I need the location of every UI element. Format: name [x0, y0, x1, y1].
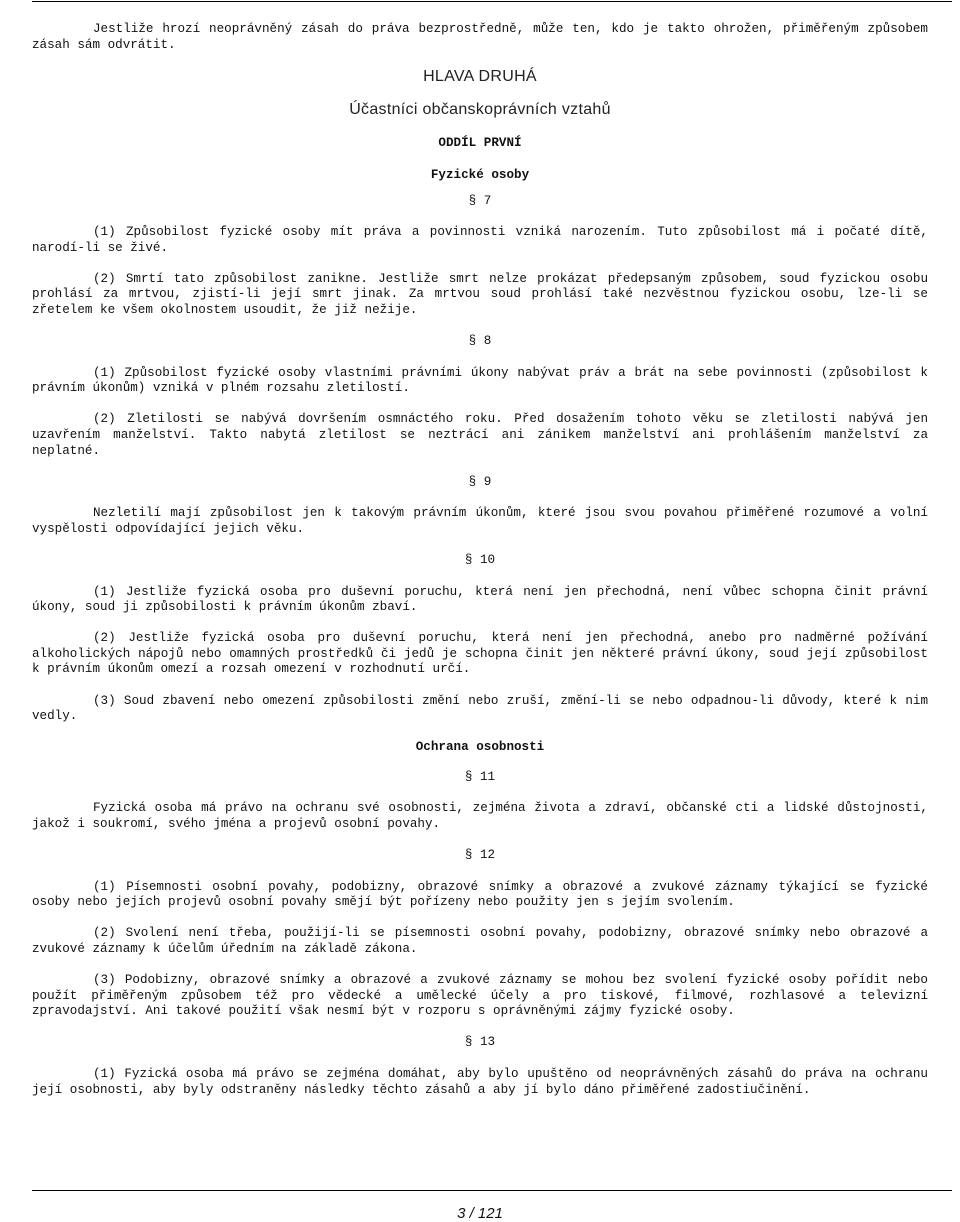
s8-paragraph-1: (1) Způsobilost fyzické osoby vlastními právními úkony nabývat práv a brát na sebe povinnosti (způsobilost k právním úkonům) vzniká v plném rozsahu zletilostí.	[32, 365, 928, 396]
s9-paragraph-1: Nezletilí mají způsobilost jen k takovým právním úkonům, které jsou svou povahou přiměřené rozumové a volní vyspělosti odpovídající jejich věku.	[32, 506, 928, 536]
paragraph-mark-12: § 12	[464, 848, 496, 863]
s12-paragraph-1: (1) Písemnosti osobní povahy, podobizny, obrazové snímky a obrazové a zvukové záznamy týkající se fyzické osoby nebo jejích projevů osobní povahy smějí být pořízeny nebo použity jen s jejím svolením.	[32, 879, 928, 910]
s8-paragraph-2: (2) Zletilosti se nabývá dovršením osmnáctého roku. Před dosažením tohoto věku se zletilosti nabývá jen uzavřením manželství. Takto nabytá zletilost se neztrácí ani zánikem manželství ani prohlášením manželství za neplatné.	[32, 412, 928, 458]
footer-rule	[32, 1190, 952, 1191]
paragraph-mark-7: § 7	[468, 193, 492, 208]
section-title: ODDÍL PRVNÍ	[438, 136, 522, 151]
s10-paragraph-2: (2) Jestliže fyzická osoba pro duševní poruchu, která není jen přechodná, anebo pro nadměrné požívání alkoholických nápojů nebo omamných prostředků či jedů je schopna činit jen některé právní úkony, soud její způsobilost k právním úkonům omezí a rozsah omezení v rozhodnutí určí.	[32, 631, 928, 677]
s10-paragraph-1: (1) Jestliže fyzická osoba pro duševní poruchu, která není jen přechodná, není vůbec schopna činit právní úkony, soud ji způsobilosti k právním úkonům zbaví.	[32, 584, 928, 615]
paragraph-mark-9: § 9	[468, 474, 492, 489]
paragraph-mark-11: § 11	[464, 769, 496, 784]
paragraph-mark-10: § 10	[464, 552, 496, 567]
head-title: HLAVA DRUHÁ	[423, 68, 537, 86]
paragraph-mark-8: § 8	[468, 334, 492, 349]
s7-paragraph-2: (2) Smrtí tato způsobilost zanikne. Jestliže smrt nelze prokázat předepsaným způsobem, soud fyzickou osobu prohlásí za mrtvou, zjistí-li její smrt jinak. Za mrtvou soud prohlásí také nezvěstnou fyzickou osobu, lze-li se zřetelem ke všem okolnostem usoudit, že již nežije.	[32, 271, 928, 318]
s13-paragraph-1: (1) Fyzická osoba má právo se zejména domáhat, aby bylo upuštěno od neoprávněných zásahů do práva na ochranu její osobnosti, aby byly odstraněny následky těchto zásahů a aby jí bylo dáno přiměřené zadostiučinění.	[32, 1066, 928, 1097]
s7-paragraph-1: (1) Způsobilost fyzické osoby mít práva a povinnosti vzniká narozením. Tuto způsobilost má i počaté dítě, narodí-li se živé.	[32, 225, 928, 255]
s12-paragraph-2: (2) Svolení není třeba, použijí-li se písemnosti osobní povahy, podobizny, obrazové snímky nebo obrazové a zvukové záznamy k účelům úředním na základě zákona.	[32, 926, 928, 956]
head-subtitle: Účastníci občanskoprávních vztahů	[349, 100, 611, 118]
s10-paragraph-3: (3) Soud zbavení nebo omezení způsobilosti změní nebo zruší, změní-li se nebo odpadnou-li důvody, které k nim vedly.	[32, 693, 928, 724]
page-number: 3 / 121	[457, 1205, 503, 1222]
s11-paragraph-1: Fyzická osoba má právo na ochranu své osobnosti, zejména života a zdraví, občanské cti a lidské důstojnosti, jakož i soukromí, svého jména a projevů osobní povahy.	[32, 801, 928, 831]
document-body	[32, 22, 928, 1114]
subsection-title: Fyzické osoby	[430, 167, 530, 182]
paragraph-mark-13: § 13	[464, 1035, 496, 1050]
top-rule	[32, 1, 952, 2]
protection-title: Ochrana osobnosti	[415, 740, 545, 755]
s12-paragraph-3: (3) Podobizny, obrazové snímky a obrazové a zvukové záznamy se mohou bez svolení fyzické osoby pořídit nebo použít přiměřeným způsobem též pro vědecké a umělecké účely a pro tiskové, filmové, rozhlasové a televizní zpravodajství. Ani takové použití však nesmí být v rozporu s oprávněnými zájmy fyzické osoby.	[32, 973, 928, 1019]
intro-paragraph: Jestliže hrozí neoprávněný zásah do práva bezprostředně, může ten, kdo je takto ohrožen, přiměřeným způsobem zásah sám odvrátit.	[32, 22, 928, 52]
